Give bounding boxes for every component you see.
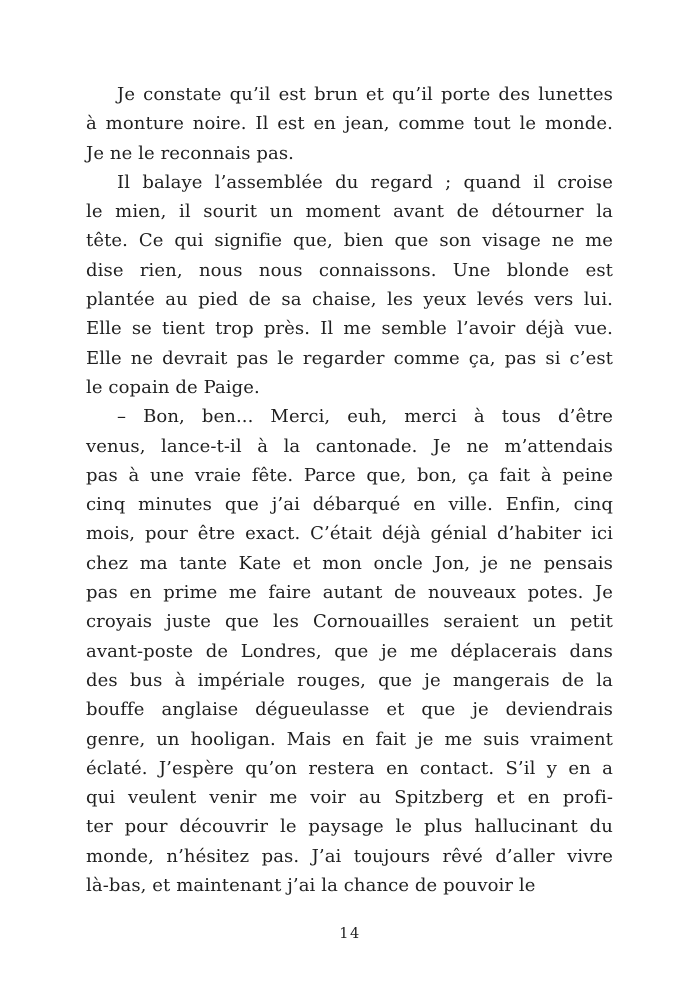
text-line: plantée au pied de sa chaise, les yeux levés vers lui. — [86, 289, 613, 311]
text-line: ter pour découvrir le paysage le plus hallucinant du — [86, 816, 613, 838]
text-line: Elle ne devrait pas le regarder comme ça, pas si c’est — [86, 347, 613, 369]
text-line: qui veulent venir me voir au Spitzberg et en profi- — [86, 787, 613, 809]
text-line: avant-poste de Londres, que je me déplacerais dans — [86, 640, 613, 662]
text-line: pas à une vraie fête. Parce que, bon, ça fait à peine — [86, 464, 613, 486]
text-line: le mien, il sourit un moment avant de détourner la — [86, 201, 613, 223]
text-line: éclaté. J’espère qu’on restera en contact. S’il y en a — [86, 757, 613, 779]
text-line: mois, pour être exact. C’était déjà génial d’habiter ici — [86, 523, 613, 545]
page-text — [86, 80, 613, 900]
text-line: venus, lance-t-il à la cantonade. Je ne m’attendais — [86, 435, 613, 457]
text-line: le copain de Paige. — [86, 376, 260, 398]
text-line: chez ma tante Kate et mon oncle Jon, je ne pensais — [86, 552, 613, 574]
text-line: monde, n’hésitez pas. J’ai toujours rêvé d’aller vivre — [86, 845, 613, 867]
text-line: bouffe anglaise dégueulasse et que je deviendrais — [86, 699, 613, 721]
text-line: Il balaye l’assemblée du regard ; quand il croise — [117, 171, 613, 193]
text-line: – Bon, ben... Merci, euh, merci à tous d’être — [117, 406, 613, 428]
text-line: cinq minutes que j’ai débarqué en ville. Enfin, cinq — [86, 494, 613, 516]
text-line: pas en prime me faire autant de nouveaux potes. Je — [86, 582, 613, 604]
text-line: là-bas, et maintenant j’ai la chance de pouvoir le — [86, 875, 536, 897]
text-line: tête. Ce qui signifie que, bien que son visage ne me — [86, 230, 613, 252]
text-line: Je ne le reconnais pas. — [86, 142, 295, 164]
page-number: 14 — [339, 926, 361, 942]
text-line: à monture noire. Il est en jean, comme tout le monde. — [86, 113, 613, 135]
text-line: dise rien, nous nous connaissons. Une blonde est — [86, 259, 613, 281]
text-line: Je constate qu’il est brun et qu’il porte des lunettes — [117, 84, 613, 105]
text-line: croyais juste que les Cornouailles seraient un petit — [86, 611, 613, 633]
text-line: des bus à impériale rouges, que je mangerais de la — [86, 669, 613, 691]
text-line: genre, un hooligan. Mais en fait je me suis vraiment — [86, 728, 613, 750]
text-line: Elle se tient trop près. Il me semble l’avoir déjà vue. — [86, 318, 613, 340]
